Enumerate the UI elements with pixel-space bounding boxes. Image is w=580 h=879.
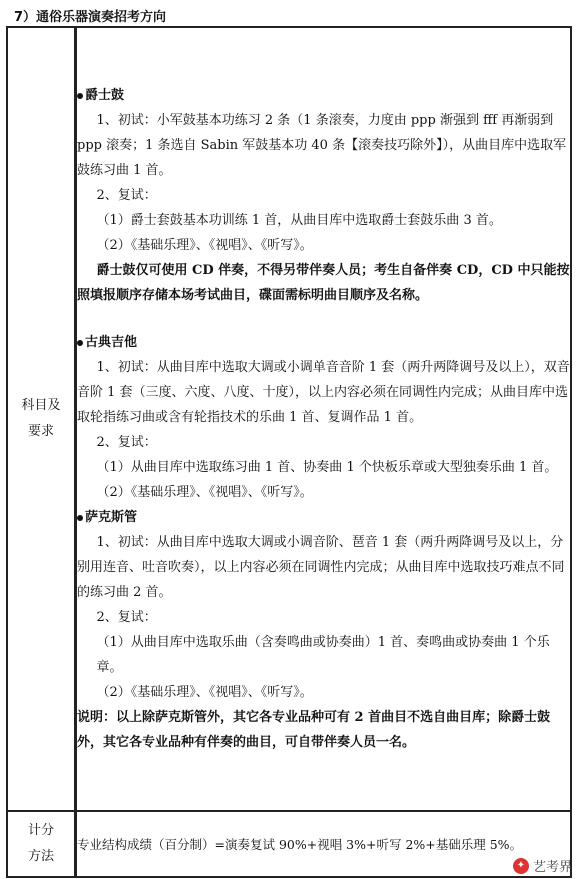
guitar-section-title [77, 330, 570, 355]
guitar-retest-2: （2）《基础乐理》、《视唱》、《听写》。 [96, 485, 313, 500]
scoring-label-cell [8, 812, 76, 876]
watermark-logo-icon: ✦ [513, 858, 529, 874]
bullet-icon [77, 515, 83, 521]
requirements-label-line2: 要求 [27, 424, 54, 439]
scoring-text: 专业结构成绩（百分制）=演奏复试 90%+视唱 3%+听写 2%+基础乐理 5%。 [77, 836, 523, 852]
requirements-row [8, 28, 570, 812]
jazz-retest-label: 2、复试： [96, 188, 157, 203]
scoring-label-line2: 方法 [27, 849, 54, 864]
watermark-text: 艺考界 [532, 860, 572, 875]
guitar-initial: 1、初试：从曲目库中选取大调或小调单音音阶 1 套（两升两降调号及以上），双音音阶 1 套（三度、六度、八度、十度），以上内容必须在同调性内完成；从曲目库中选取轮指练习曲或含有轮指技术的乐曲 1 首、复调作品 1 首。 [77, 360, 570, 425]
requirements-content-cell [76, 28, 570, 812]
explanation-note: 说明：以上除萨克斯管外，其它各专业品种可有 2 首曲目不选自曲目库；除爵士鼓外，其它各专业品种有伴奏的曲目，可自带伴奏人员一名。 [77, 710, 551, 750]
jazz-title: 爵士鼓 [85, 88, 125, 103]
guitar-retest-1: （1）从曲目库中选取练习曲 1 首、协奏曲 1 个快板乐章或大型独奏乐曲 1 首。 [96, 460, 558, 475]
jazz-note: 爵士鼓仅可使用 CD 伴奏，不得另带伴奏人员；考生自备伴奏 CD，CD 中只能按照填报顺序存储本场考试曲目，碟面需标明曲目顺序及名称。 [77, 263, 570, 303]
section-heading: 7）通俗乐器演奏招考方向 [14, 10, 167, 25]
requirements-label-cell [8, 28, 76, 812]
watermark [513, 856, 572, 875]
sax-retest-1: （1）从曲目库中选取乐曲（含奏鸣曲或协奏曲）1 首、奏鸣曲或协奏曲 1 个乐章。 [96, 635, 550, 675]
jazz-retest-1: （1）爵士套鼓基本功训练 1 首，从曲目库中选取爵士套鼓乐曲 3 首。 [96, 213, 502, 228]
sax-section-title [77, 505, 570, 530]
requirements-table [6, 26, 572, 878]
bullet-icon [77, 340, 83, 346]
guitar-title: 古典吉他 [85, 335, 138, 350]
sax-title: 萨克斯管 [85, 510, 138, 525]
scoring-row [8, 812, 570, 876]
requirements-label-line1: 科目及 [21, 398, 61, 413]
scoring-content-cell [76, 812, 570, 876]
sax-retest-2: （2）《基础乐理》、《视唱》、《听写》。 [96, 685, 313, 700]
sax-initial: 1、初试：从曲目库中选取大调或小调音阶、琶音 1 套（两升两降调号及以上，分别用连音、吐音吹奏），以上内容必须在同调性内完成；从曲目库中选取技巧难点不同的练习曲 2 首。 [77, 535, 565, 600]
jazz-section-title [77, 83, 570, 108]
guitar-retest-label: 2、复试： [96, 435, 157, 450]
sax-retest-label: 2、复试： [96, 610, 157, 625]
scoring-label-line1: 计分 [27, 823, 54, 838]
jazz-retest-2: （2）《基础乐理》、《视唱》、《听写》。 [96, 238, 313, 253]
bullet-icon [77, 93, 83, 99]
jazz-initial: 1、初试：小军鼓基本功练习 2 条（1 条滚奏，力度由 ppp 渐强到 fff 再渐弱到 ppp 滚奏；1 条选自 Sabin 军鼓基本功 40 条【滚奏技巧除外】），从曲目库中选取军鼓练习曲 1 首。 [77, 113, 567, 178]
